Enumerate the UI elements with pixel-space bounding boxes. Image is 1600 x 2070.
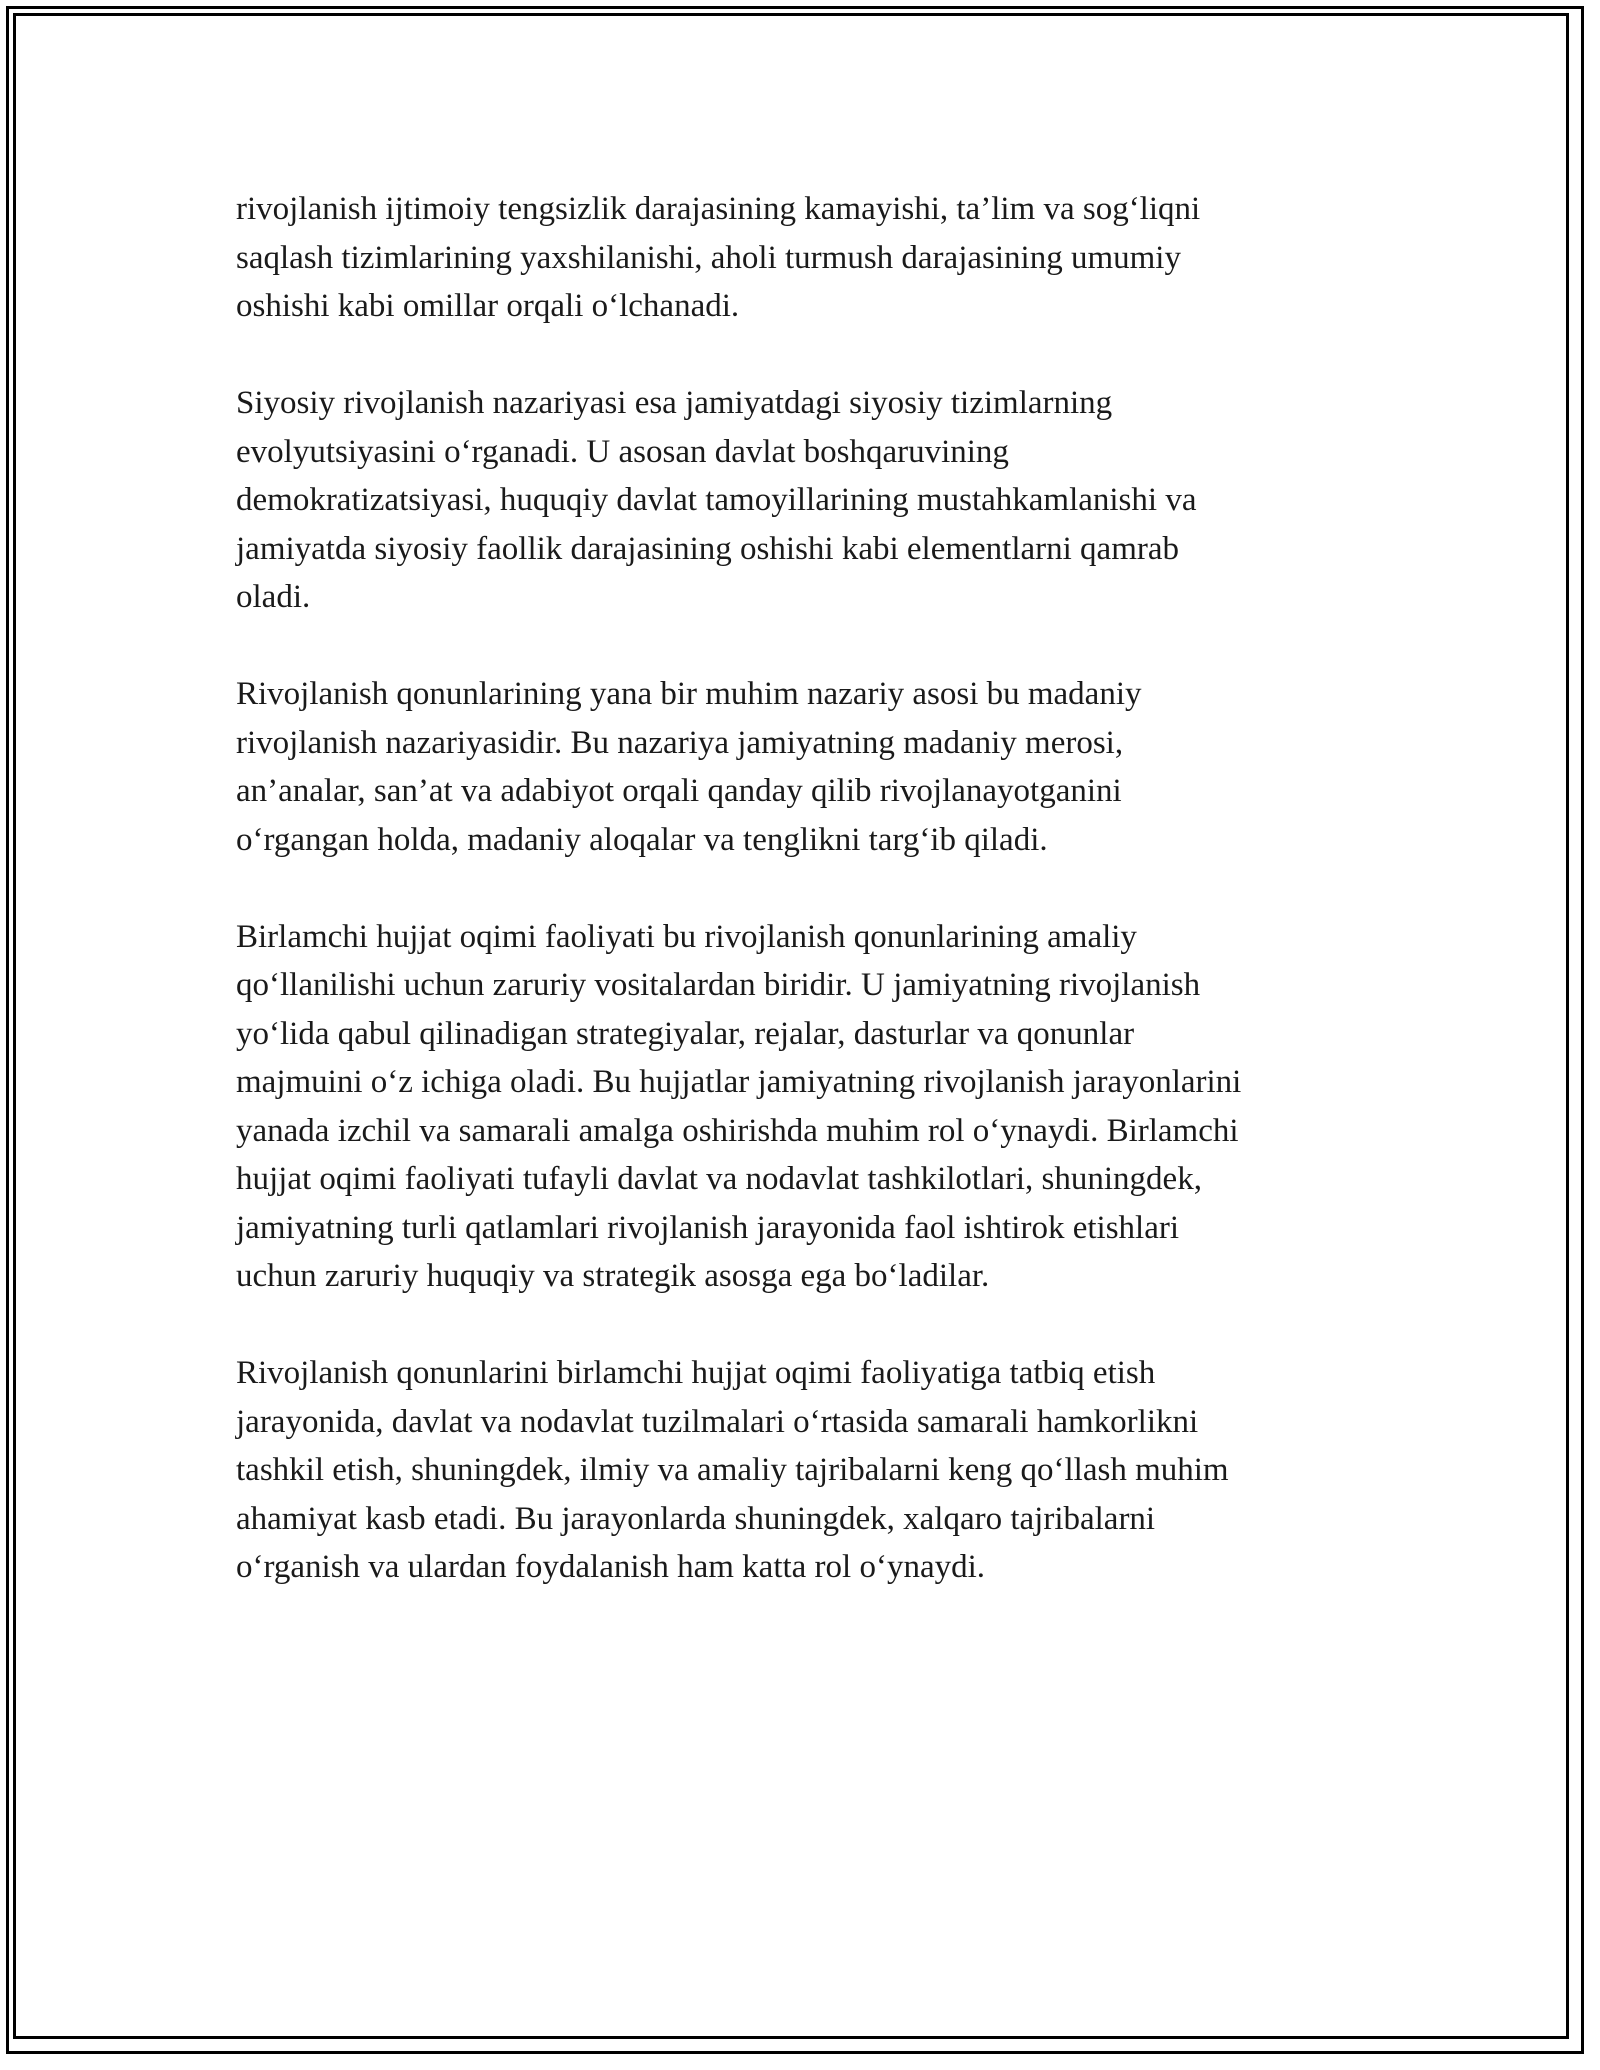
paragraph-2	[236, 379, 1366, 622]
text-line: o‘rganish va ulardan foydalanish ham katta rol o‘ynaydi.	[236, 1549, 986, 1585]
text-line: rivojlanish ijtimoiy tengsizlik darajasining kamayishi, ta’lim va sog‘liqni	[236, 191, 1201, 227]
text-line: saqlash tizimlarining yaxshilanishi, aholi turmush darajasining umumiy	[236, 239, 1181, 276]
text-line: tashkil etish, shuningdek, ilmiy va amaliy tajribalarni keng qo‘llash muhim	[236, 1452, 1229, 1488]
text-line: ahamiyat kasb etadi. Bu jarayonlarda shuningdek, xalqaro tajribalarni	[236, 1500, 1156, 1537]
text-line: oshishi kabi omillar orqali o‘lchanadi.	[236, 288, 740, 324]
text-line: demokratizatsiyasi, huquqiy davlat tamoyillarining mustahkamlanishi va	[236, 482, 1197, 518]
paragraph-1	[236, 185, 1366, 331]
text-line: Rivojlanish qonunlarini birlamchi hujjat oqimi faoliyatiga tatbiq etish	[236, 1355, 1156, 1391]
paragraph-5	[236, 1349, 1366, 1592]
paragraph-3	[236, 670, 1366, 864]
text-line: rivojlanish nazariyasidir. Bu nazariya jamiyatning madaniy merosi,	[236, 724, 1124, 761]
text-line: uchun zaruriy huquqiy va strategik asosga ega bo‘ladilar.	[236, 1258, 990, 1294]
paragraph-4	[236, 913, 1366, 1301]
text-line: yanada izchil va samarali amalga oshirishda muhim rol o‘ynaydi. Birlamchi	[236, 1112, 1239, 1149]
text-line: majmuini o‘z ichiga oladi. Bu hujjatlar jamiyatning rivojlanish jarayonlarini	[236, 1064, 1242, 1100]
text-line: Rivojlanish qonunlarining yana bir muhim nazariy asosi bu madaniy	[236, 676, 1142, 712]
text-line: oladi.	[236, 579, 311, 615]
text-line: o‘rgangan holda, madaniy aloqalar va tenglikni targ‘ib qiladi.	[236, 821, 1048, 858]
text-line: jarayonida, davlat va nodavlat tuzilmalari o‘rtasida samarali hamkorlikni	[236, 1403, 1199, 1440]
text-line: hujjat oqimi faoliyati tufayli davlat va nodavlat tashkilotlari, shuningdek,	[236, 1161, 1202, 1197]
text-line: jamiyatda siyosiy faollik darajasining oshishi kabi elementlarni qamrab	[236, 530, 1180, 567]
text-line: jamiyatning turli qatlamlari rivojlanish jarayonida faol ishtirok etishlari	[236, 1209, 1180, 1246]
text-line: Birlamchi hujjat oqimi faoliyati bu rivojlanish qonunlarining amaliy	[236, 918, 1137, 955]
text-line: Siyosiy rivojlanish nazariyasi esa jamiyatdagi siyosiy tizimlarning	[236, 385, 1113, 421]
text-line: an’analar, san’at va adabiyot orqali qanday qilib rivojlanayotganini	[236, 773, 1122, 809]
text-line: yo‘lida qabul qilinadigan strategiyalar, rejalar, dasturlar va qonunlar	[236, 1015, 1135, 1052]
document-body	[236, 185, 1366, 1640]
text-line: evolyutsiyasini o‘rganadi. U asosan davlat boshqaruvining	[236, 433, 1009, 470]
text-line: qo‘llanilishi uchun zaruriy vositalardan biridir. U jamiyatning rivojlanish	[236, 967, 1201, 1003]
